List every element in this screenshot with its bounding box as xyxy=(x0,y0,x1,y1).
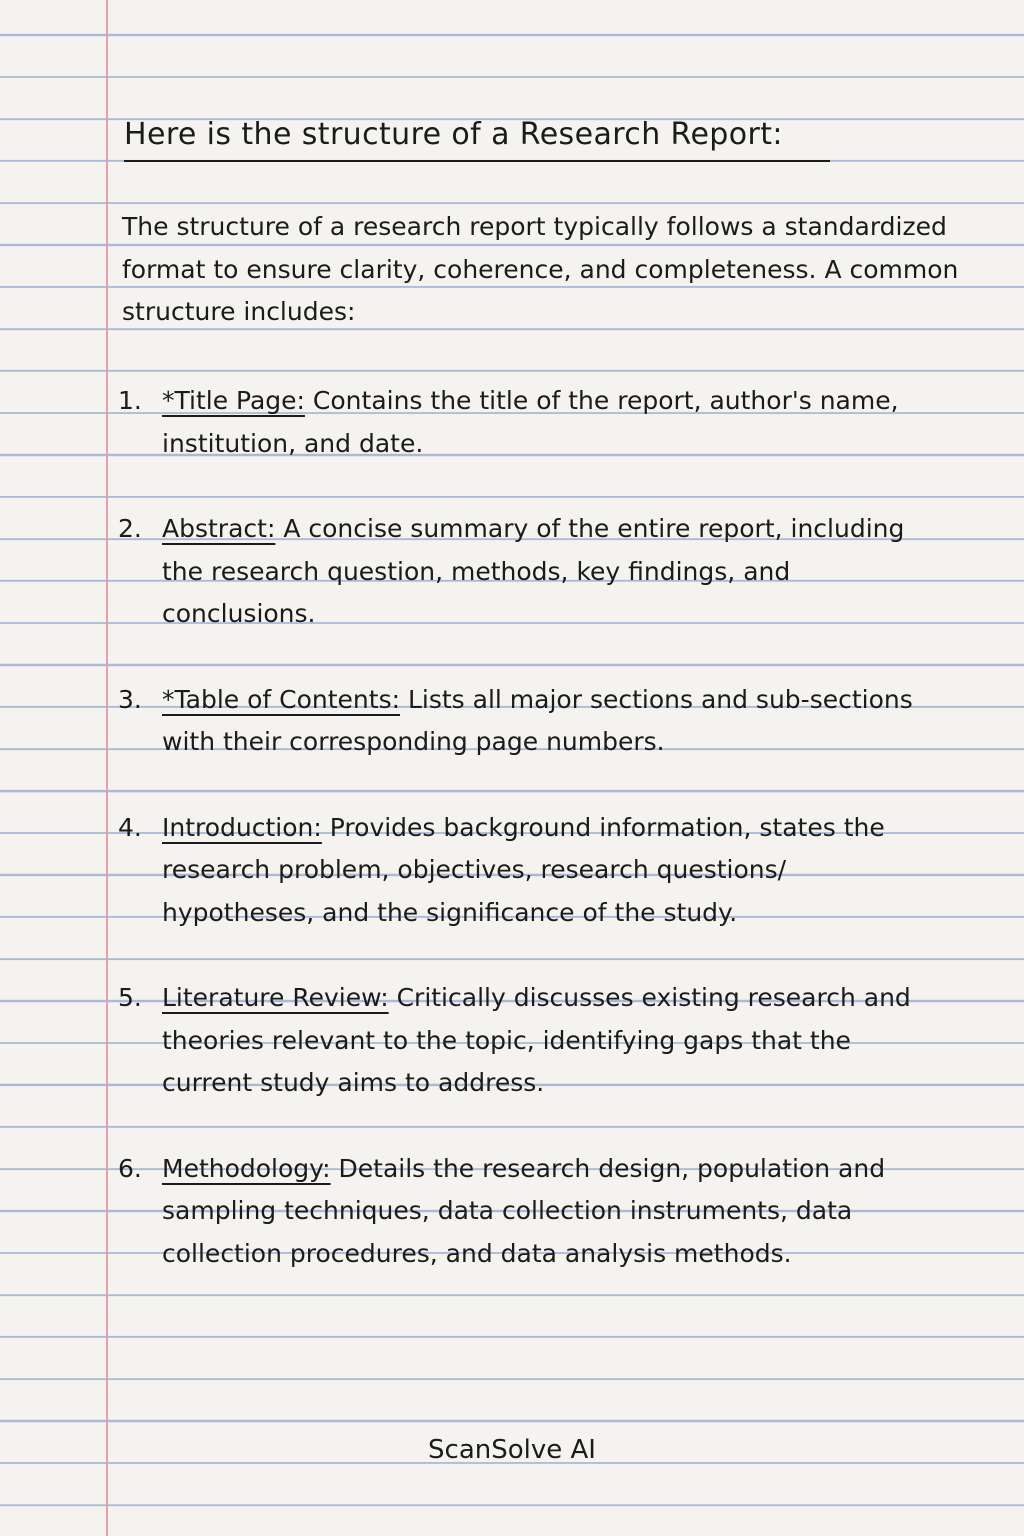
item-number: 3. xyxy=(118,684,142,714)
item-term: Methodology: xyxy=(162,1153,331,1183)
item-number: 5. xyxy=(118,983,142,1012)
list-item xyxy=(118,679,938,764)
item-term: Literature Review: xyxy=(162,983,389,1012)
item-description: A concise summary of the entire report, including the research question, methods, key findings, and conclusions. xyxy=(162,514,905,628)
item-number: 4. xyxy=(118,812,142,842)
item-term: Abstract: xyxy=(162,514,276,543)
list-item xyxy=(118,380,938,465)
footer-brand: ScanSolve AI xyxy=(428,1435,596,1465)
list-item xyxy=(118,508,938,636)
item-number: 1. xyxy=(118,386,142,415)
item-description: Lists all major sections and sub-sections with their corresponding page numbers. xyxy=(162,684,913,756)
item-description: Provides background information, states the research problem, objectives, research questions/ hypotheses, and the significance of the study. xyxy=(162,812,885,927)
item-description: Details the research design, population and sampling techniques, data collection instruments, data collection procedures, and data analysis methods. xyxy=(162,1153,886,1268)
item-description: Critically discusses existing research and theories relevant to the topic, identifying gaps that the current study aims to address. xyxy=(162,983,911,1097)
item-term: *Title Page: xyxy=(162,386,305,415)
item-description: Contains the title of the report, author's name, institution, and date. xyxy=(162,386,899,458)
page-title: Here is the structure of a Research Report: xyxy=(124,112,830,162)
list-item xyxy=(118,977,938,1105)
list-item xyxy=(118,1148,938,1276)
list-item xyxy=(118,807,938,935)
structure-list xyxy=(118,380,938,1318)
item-term: Introduction: xyxy=(162,812,322,842)
item-term: *Table of Contents: xyxy=(162,684,401,714)
item-number: 6. xyxy=(118,1153,142,1183)
item-number: 2. xyxy=(118,514,142,543)
intro-paragraph: The structure of a research report typically follows a standardized format to ensure clarity, coherence, and completeness. A common structure includes: xyxy=(122,212,959,326)
